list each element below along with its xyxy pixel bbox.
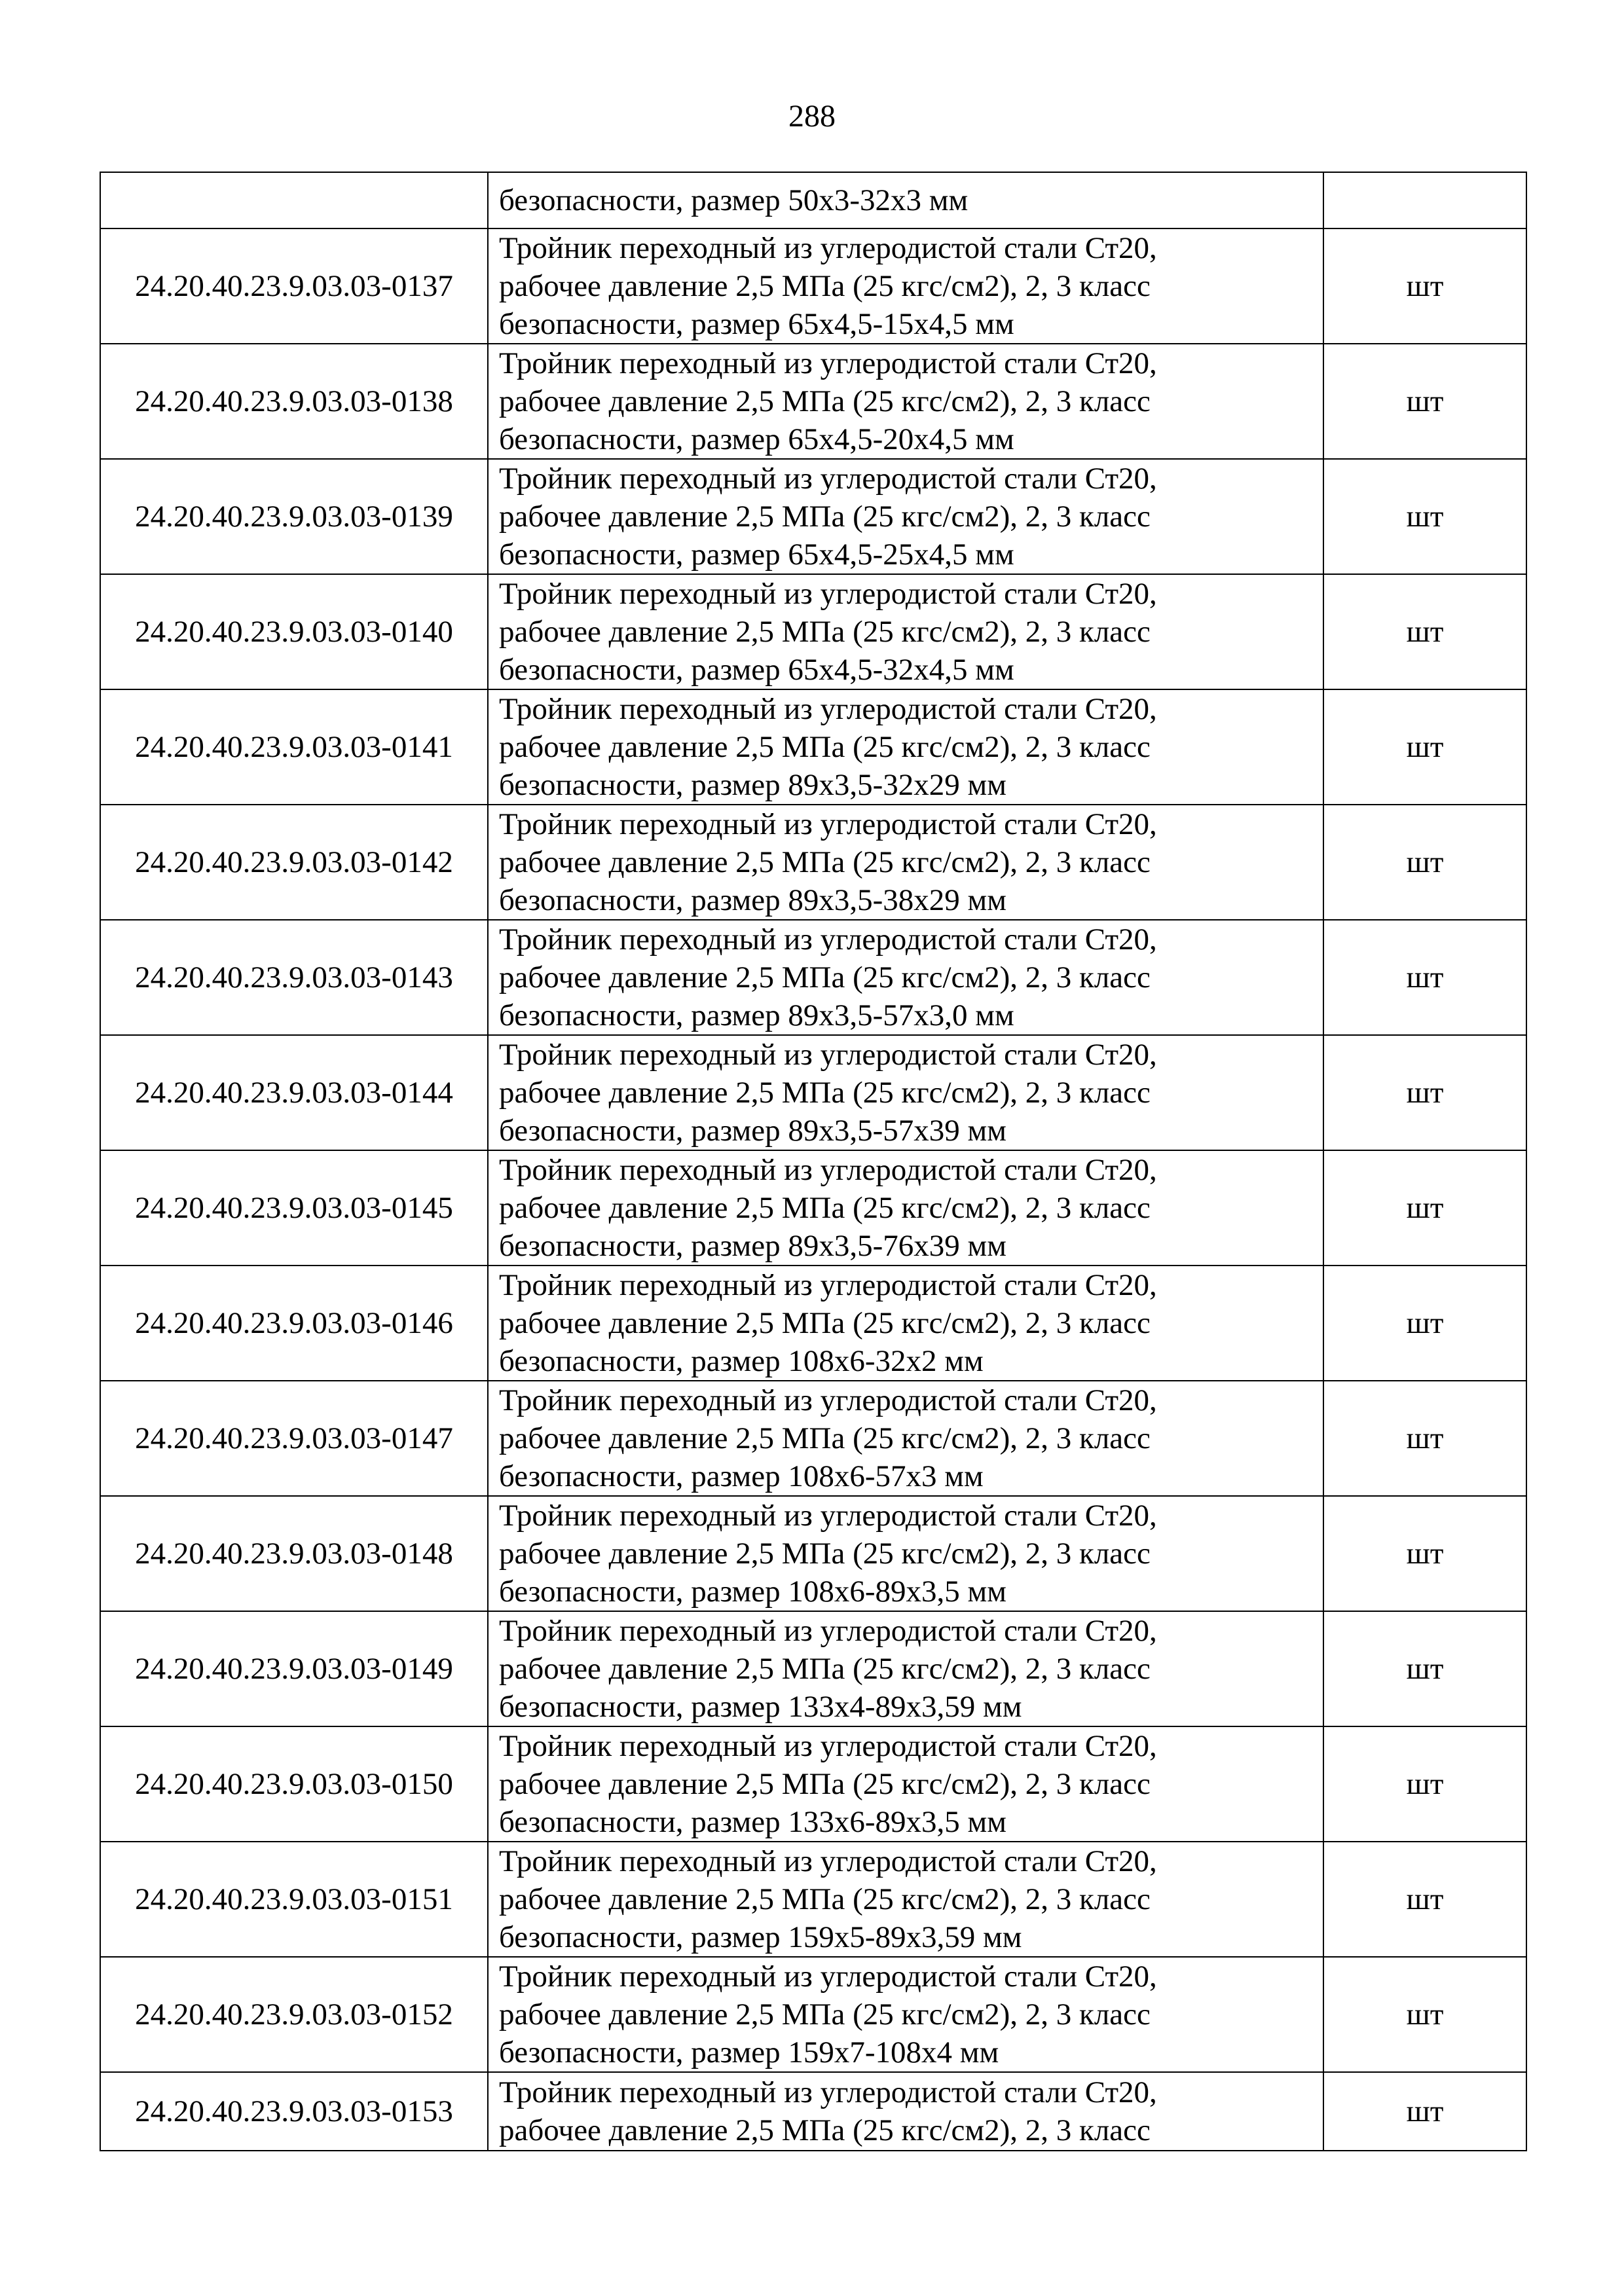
description-line: безопасности, размер 65х4,5-25х4,5 мм [499,538,1014,572]
table-row [100,1726,1526,1842]
description-line: Тройник переходный из углеродистой стали Ст20, [499,462,1157,496]
description-line: безопасности, размер 133х6-89х3,5 мм [499,1805,1007,1839]
description-line: безопасности, размер 108х6-57х3 мм [499,1459,984,1493]
table-row [100,172,1526,228]
row-description [488,1496,1323,1611]
row-unit: шт [1323,2072,1526,2151]
row-unit: шт [1323,1842,1526,1957]
description-line: рабочее давление 2,5 МПа (25 кгс/см2), 2, 3 класс [499,845,1151,879]
description-line: рабочее давление 2,5 МПа (25 кгс/см2), 2, 3 класс [499,960,1151,994]
table-row [100,1150,1526,1266]
row-unit: шт [1323,689,1526,805]
row-code: 24.20.40.23.9.03.03-0137 [100,228,488,344]
description-line: безопасности, размер 89х3,5-32х29 мм [499,768,1007,802]
row-unit: шт [1323,1266,1526,1381]
page-number: 288 [788,99,836,134]
row-unit [1323,172,1526,228]
row-description [488,1266,1323,1381]
description-line: безопасности, размер 133х4-89х3,59 мм [499,1690,1022,1724]
row-description [488,1957,1323,2072]
description-line: Тройник переходный из углеродистой стали Ст20, [499,1614,1157,1648]
row-code: 24.20.40.23.9.03.03-0153 [100,2072,488,2151]
description-line: безопасности, размер 89х3,5-57х39 мм [499,1114,1007,1148]
row-code: 24.20.40.23.9.03.03-0140 [100,574,488,689]
description-line: Тройник переходный из углеродистой стали Ст20, [499,1499,1157,1533]
row-description [488,2072,1323,2151]
description-line: безопасности, размер 65х4,5-20х4,5 мм [499,422,1014,456]
description-line: Тройник переходный из углеродистой стали Ст20, [499,2075,1157,2109]
description-line: рабочее давление 2,5 МПа (25 кгс/см2), 2, 3 класс [499,730,1151,764]
row-unit: шт [1323,1035,1526,1150]
description-line: безопасности, размер 65х4,5-32х4,5 мм [499,653,1014,687]
description-line: рабочее давление 2,5 МПа (25 кгс/см2), 2, 3 класс [499,1767,1151,1801]
row-unit: шт [1323,1726,1526,1842]
row-unit: шт [1323,1957,1526,2072]
price-table [100,172,1527,2151]
table-row [100,1266,1526,1381]
description-line: Тройник переходный из углеродистой стали Ст20, [499,1268,1157,1302]
description-line: Тройник переходный из углеродистой стали Ст20, [499,1729,1157,1763]
row-description [488,1035,1323,1150]
table-row [100,459,1526,574]
description-line: рабочее давление 2,5 МПа (25 кгс/см2), 2, 3 класс [499,1421,1151,1455]
table-row [100,805,1526,920]
row-unit: шт [1323,574,1526,689]
description-line: рабочее давление 2,5 МПа (25 кгс/см2), 2, 3 класс [499,1652,1151,1686]
row-description [488,1381,1323,1496]
row-unit: шт [1323,1150,1526,1266]
row-code [100,172,488,228]
table-row [100,920,1526,1035]
row-unit: шт [1323,459,1526,574]
row-code: 24.20.40.23.9.03.03-0148 [100,1496,488,1611]
description-line: Тройник переходный из углеродистой стали Ст20, [499,231,1157,265]
row-description [488,459,1323,574]
table-row [100,574,1526,689]
row-description [488,344,1323,459]
description-line: Тройник переходный из углеродистой стали Ст20, [499,1153,1157,1187]
row-description [488,228,1323,344]
row-unit: шт [1323,1611,1526,1726]
description-line: безопасности, размер 108х6-32х2 мм [499,1344,984,1378]
row-description [488,805,1323,920]
table-row [100,689,1526,805]
table-row [100,1957,1526,2072]
description-line: Тройник переходный из углеродистой стали Ст20, [499,807,1157,841]
description-line: рабочее давление 2,5 МПа (25 кгс/см2), 2, 3 класс [499,1191,1151,1225]
description-line: Тройник переходный из углеродистой стали Ст20, [499,1959,1157,1994]
row-code: 24.20.40.23.9.03.03-0138 [100,344,488,459]
table-row [100,228,1526,344]
description-line: Тройник переходный из углеродистой стали Ст20, [499,922,1157,957]
description-line: рабочее давление 2,5 МПа (25 кгс/см2), 2, 3 класс [499,615,1151,649]
description-line: рабочее давление 2,5 МПа (25 кгс/см2), 2, 3 класс [499,1306,1151,1340]
table-row [100,1035,1526,1150]
description-line: рабочее давление 2,5 МПа (25 кгс/см2), 2, 3 класс [499,500,1151,534]
description-line: Тройник переходный из углеродистой стали Ст20, [499,346,1157,380]
row-code: 24.20.40.23.9.03.03-0152 [100,1957,488,2072]
description-line: рабочее давление 2,5 МПа (25 кгс/см2), 2, 3 класс [499,269,1151,303]
row-unit: шт [1323,228,1526,344]
description-line: рабочее давление 2,5 МПа (25 кгс/см2), 2, 3 класс [499,384,1151,418]
table-row [100,1381,1526,1496]
table-row [100,344,1526,459]
row-unit: шт [1323,1496,1526,1611]
description-line: Тройник переходный из углеродистой стали Ст20, [499,692,1157,726]
description-line: безопасности, размер 108х6-89х3,5 мм [499,1575,1007,1609]
description-line: безопасности, размер 159х7-108х4 мм [499,2035,999,2069]
row-description [488,920,1323,1035]
description-line: рабочее давление 2,5 МПа (25 кгс/см2), 2, 3 класс [499,2113,1151,2147]
row-code: 24.20.40.23.9.03.03-0150 [100,1726,488,1842]
row-code: 24.20.40.23.9.03.03-0143 [100,920,488,1035]
row-code: 24.20.40.23.9.03.03-0146 [100,1266,488,1381]
description-line: безопасности, размер 65х4,5-15х4,5 мм [499,307,1014,341]
description-line: безопасности, размер 89х3,5-38х29 мм [499,883,1007,917]
row-unit: шт [1323,920,1526,1035]
row-description [488,1150,1323,1266]
table-row [100,1496,1526,1611]
table-row [100,1842,1526,1957]
row-code: 24.20.40.23.9.03.03-0145 [100,1150,488,1266]
row-unit: шт [1323,344,1526,459]
description-line: рабочее давление 2,5 МПа (25 кгс/см2), 2, 3 класс [499,1882,1151,1916]
description-line: безопасности, размер 50х3-32х3 мм [499,183,969,217]
row-code: 24.20.40.23.9.03.03-0147 [100,1381,488,1496]
description-line: Тройник переходный из углеродистой стали Ст20, [499,1038,1157,1072]
row-code: 24.20.40.23.9.03.03-0144 [100,1035,488,1150]
row-code: 24.20.40.23.9.03.03-0142 [100,805,488,920]
row-code: 24.20.40.23.9.03.03-0141 [100,689,488,805]
row-code: 24.20.40.23.9.03.03-0149 [100,1611,488,1726]
description-line: Тройник переходный из углеродистой стали Ст20, [499,577,1157,611]
description-line: рабочее давление 2,5 МПа (25 кгс/см2), 2, 3 класс [499,1997,1151,2032]
row-description [488,1726,1323,1842]
description-line: безопасности, размер 89х3,5-57х3,0 мм [499,998,1014,1032]
table-row [100,2072,1526,2151]
row-description [488,1842,1323,1957]
description-line: безопасности, размер 159х5-89х3,59 мм [499,1920,1022,1954]
description-line: Тройник переходный из углеродистой стали Ст20, [499,1844,1157,1878]
row-code: 24.20.40.23.9.03.03-0151 [100,1842,488,1957]
description-line: рабочее давление 2,5 МПа (25 кгс/см2), 2, 3 класс [499,1076,1151,1110]
description-line: Тройник переходный из углеродистой стали Ст20, [499,1383,1157,1417]
row-unit: шт [1323,1381,1526,1496]
description-line: безопасности, размер 89х3,5-76х39 мм [499,1229,1007,1263]
description-line: рабочее давление 2,5 МПа (25 кгс/см2), 2, 3 класс [499,1537,1151,1571]
row-unit: шт [1323,805,1526,920]
table-row [100,1611,1526,1726]
row-description [488,689,1323,805]
row-description [488,574,1323,689]
row-code: 24.20.40.23.9.03.03-0139 [100,459,488,574]
row-description [488,172,1323,228]
row-description [488,1611,1323,1726]
